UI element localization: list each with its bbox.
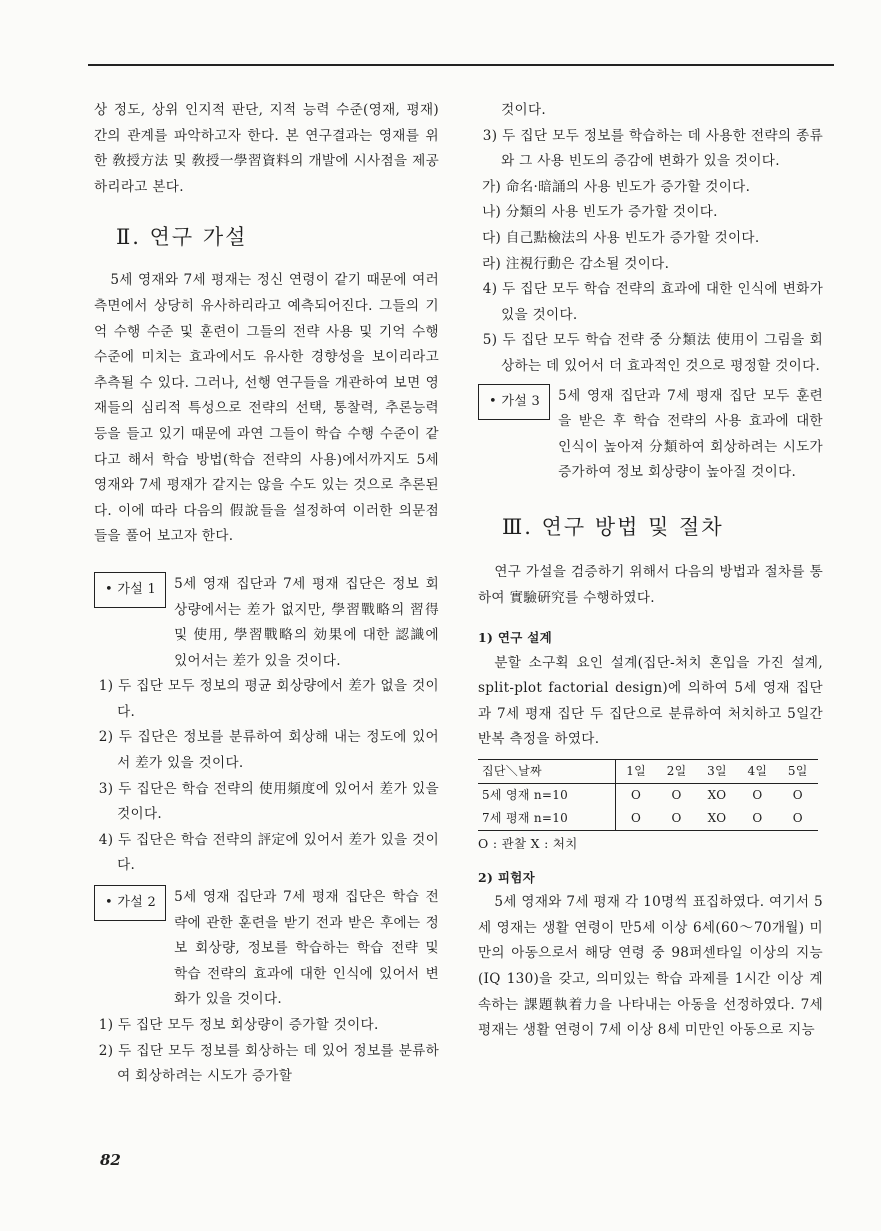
table-header-day: 5일 <box>778 760 818 784</box>
list-item: 3) 두 집단은 학습 전략의 使用頻度에 있어서 差가 있을 것이다. <box>98 780 439 823</box>
table-cell: XO <box>697 807 737 831</box>
table-cell: O <box>631 788 642 803</box>
section-3-title: Ⅲ. 연구 방법 및 절차 <box>502 514 724 539</box>
sub-list-item: 라) 注視行動은 감소될 것이다. <box>482 255 670 272</box>
table-corner: 집단＼날짜 <box>478 760 615 784</box>
table-legend: O : 관찰 X : 처치 <box>478 836 578 852</box>
list-item: 2) 두 집단은 정보를 분류하여 회상해 내는 정도에 있어서 差가 있을 것이다. <box>98 729 439 772</box>
header-rule <box>88 64 834 66</box>
table-row-group: 7세 평재 n=10 <box>478 807 615 831</box>
hypothesis-2-text: 5세 영재 집단과 7세 평재 집단은 학습 전략에 관한 훈련을 받기 전과 받은 후에는 정보 회상량, 정보를 학습하는 학습 전략 및 학습 전략의 효과에 대한 인식에 있어서 변화가 있을 것이다. <box>174 889 439 1008</box>
table-cell: O <box>671 788 682 803</box>
left-column <box>94 98 439 1090</box>
section-2-body: 5세 영재와 7세 평재는 정신 연령이 같기 때문에 여러 측면에서 상당히 유사하리라고 예측되어진다. 그들의 기억 수행 수준 및 훈련이 그들의 전략 사용 및 기억 수행 수준에 미치는 효과에서도 유사한 경향성을 보이리라고 추측될 수 있다. 그러나, 선행 연구들을 개관하여 보면 영재들의 심리적 특성으로 전략의 선택, 통찰력, 추론능력 등을 들고 있기 때문에 과연 그들이 학습 수행 수준이 같다고 해서 학습 방법(학습 전략의 사용)에서까지도 5세 영재와 7세 평재가 같지는 않을 수도 있는 것으로 추론된다. 이에 따라 다음의 假說들을 설정하여 이러한 의문점들을 풀어 보고자 한다. <box>94 272 439 545</box>
section-3-intro: 연구 가설을 검증하기 위해서 다음의 방법과 절차를 통하여 實驗硏究를 수행하였다. <box>478 563 823 606</box>
table-header-day: 1일 <box>615 760 656 784</box>
table-cell: XO <box>707 788 727 803</box>
hypothesis-2 <box>94 885 439 1013</box>
table-row-group: 5세 영재 n=10 <box>478 784 615 808</box>
table-cell: O <box>752 788 763 803</box>
subsection-2-title: 2) 피험자 <box>478 869 535 885</box>
list-item: 4) 두 집단 모두 학습 전략의 효과에 대한 인식에 변화가 있을 것이다. <box>482 281 823 323</box>
list-item: 5) 두 집단 모두 학습 전략 중 分類法 使用이 그림을 회상하는 데 있어서 더 효과적인 것으로 평정할 것이다. <box>482 332 823 374</box>
hypothesis-1-text: 5세 영재 집단과 7세 평재 집단은 정보 회상량에서는 差가 없지만, 學習戰略의 習得 및 使用, 學習戰略의 効果에 대한 認識에 있어서는 差가 있을 것이다. <box>174 575 439 669</box>
table-row <box>478 784 818 808</box>
list-item: 1) 두 집단 모두 정보 회상량이 증가할 것이다. <box>98 1017 379 1033</box>
list-item: 2) 두 집단 모두 정보를 회상하는 데 있어 정보를 분류하여 회상하려는 시도가 증가할 <box>98 1042 439 1085</box>
list-item: 4) 두 집단은 학습 전략의 評定에 있어서 差가 있을 것이다. <box>98 831 439 874</box>
list-item: 3) 두 집단 모두 정보를 학습하는 데 사용한 전략의 종류와 그 사용 빈도의 증감에 변화가 있을 것이다. <box>482 127 823 170</box>
corner-group-label: 집단 <box>482 764 506 779</box>
subsection-1-body: 분할 소구획 요인 설계(집단-처치 혼입을 가진 설계, split-plot factorial design)에 의하여 5세 영재 집단과 7세 평재 집단 두 집단으로 분류하여 처치하고 5일간 반복 측정을 하였다. <box>478 654 823 748</box>
table-header-day: 2일 <box>656 760 696 784</box>
subsection-1-title: 1) 연구 설계 <box>478 630 553 646</box>
corner-date-label: 날짜 <box>518 764 542 779</box>
table-cell: O <box>792 788 803 803</box>
page-number: 82 <box>100 1151 121 1169</box>
subsection-2-body: 5세 영재와 7세 평재 각 10명씩 표집하였다. 여기서 5세 영재는 생활 연령이 만5세 이상 6세(60～70개월) 미만의 아동으로서 해당 연령 중 98퍼센타일 이상의 지능(IQ 130)을 갖고, 의미있는 학습 과제를 1시간 이상 계속하는 課題執着力을 나타내는 아동을 선정하였다. 7세 평재는 생활 연령이 7세 이상 8세 미만인 아동으로 지능 <box>478 894 823 1039</box>
hypothesis-2-list <box>94 1013 439 1090</box>
table-cell: O <box>737 807 777 831</box>
hypothesis-3-text: 5세 영재 집단과 7세 평재 집단 모두 훈련을 받은 후 학습 전략의 사용 효과에 대한 인식이 높아져 分類하여 회상하려는 시도가 증가하여 정보 회상량이 높아질 것이다. <box>558 387 823 481</box>
hypothesis-3 <box>478 384 823 486</box>
sub-list-item: 다) 自己點檢法의 사용 빈도가 증가할 것이다. <box>482 229 760 246</box>
table-cell: O <box>656 807 696 831</box>
list-item: 1) 두 집단 모두 정보의 평균 회상량에서 差가 없을 것이다. <box>98 678 439 720</box>
sub-item-list <box>478 175 823 277</box>
section-2-title: Ⅱ. 연구 가설 <box>116 225 248 250</box>
hypothesis-3-label: • 가설 3 <box>478 384 550 420</box>
design-table <box>478 759 818 831</box>
table-header-day: 4일 <box>737 760 777 784</box>
sub-list-item: 나) 分類의 사용 빈도가 증가할 것이다. <box>482 204 718 221</box>
table-row <box>478 807 818 831</box>
hypothesis-1 <box>94 572 439 674</box>
table-cell: O <box>615 807 656 831</box>
table-cell: O <box>778 807 818 831</box>
right-column <box>478 98 823 1044</box>
intro-paragraph: 상 정도, 상위 인지적 판단, 지적 능력 수준(영재, 평재) 간의 관계를 파악하고자 한다. 본 연구결과는 영재를 위한 敎授方法 및 敎授一學習資料의 개발에 시사점을 제공하리라고 본다. <box>94 102 439 195</box>
hypothesis-1-list <box>94 674 439 879</box>
hypothesis-2-label: • 가설 2 <box>94 885 166 921</box>
table-header-day: 3일 <box>697 760 737 784</box>
sub-list-item: 가) 命名·暗誦의 사용 빈도가 증가할 것이다. <box>482 178 751 195</box>
continued-text: 것이다. <box>501 102 547 118</box>
hypothesis-1-label: • 가설 1 <box>94 572 166 608</box>
